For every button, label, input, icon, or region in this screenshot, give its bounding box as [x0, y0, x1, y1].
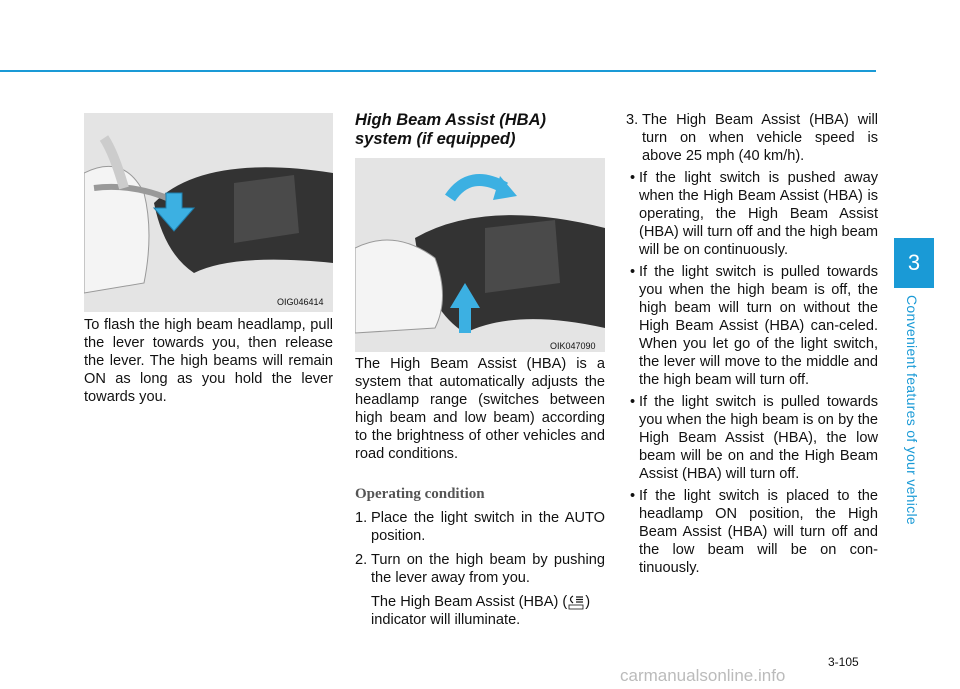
step-1-number: 1.: [355, 510, 368, 526]
bullet-text: If the light switch is pulled towards you when the high beam is off, the high beam will turn on without the High Beam Assist (HBA) can-celed. When you let go of the light switch, the lever will move to the middle and the high beam will turn off.: [639, 264, 878, 388]
bullet-icon: •: [630, 170, 636, 186]
watermark: carmanualsonline.info: [620, 666, 786, 685]
bullet-icon: •: [630, 264, 636, 280]
bullet-item: [630, 169, 878, 259]
step-2: [355, 551, 605, 587]
column-3: [626, 111, 878, 577]
hba-description: The High Beam Assist (HBA) is a system that automatically adjusts the headlamp range (switches between high beam and low beam) according to the brightness of other vehicles and road conditions.: [355, 356, 605, 462]
bullet-icon: •: [630, 394, 636, 410]
bullet-item: [630, 487, 878, 577]
operating-condition-heading: Operating condition: [355, 486, 485, 502]
step-1: [355, 509, 605, 545]
column-2-body: [355, 355, 605, 629]
bullet-item: [630, 263, 878, 389]
bullet-text: If the light switch is placed to the headlamp ON position, the High Beam Assist (HBA) will turn off and the low beam will be on con-tinuously.: [639, 488, 878, 576]
column-1: [84, 316, 333, 406]
section-number: 3: [907, 250, 921, 275]
step-3: [626, 111, 878, 165]
hba-heading: High Beam Assist (HBA) system (if equipped): [355, 111, 546, 148]
step-3-number: 3.: [626, 112, 639, 128]
bullet-text: If the light switch is pushed away when the High Beam Assist (HBA) is operating, the High Beam Assist (HBA) will turn off and the high beam will be on continuously.: [639, 170, 878, 258]
hba-lever-illustration: [355, 158, 605, 352]
flash-paragraph: To flash the high beam headlamp, pull the lever towards you, then release the lever. The high beams will remain ON as long as you hold the lever towards you.: [84, 317, 333, 405]
bullet-icon: •: [630, 488, 636, 504]
step-2-note: [371, 593, 605, 629]
hba-auto-icon: [567, 594, 585, 610]
step-2-text: Turn on the high beam by pushing the lever away from you.: [371, 552, 605, 586]
section-title-text: Convenient features of your vehicle: [904, 295, 920, 525]
section-tab: [894, 238, 934, 288]
page-number: 3-105: [828, 655, 859, 669]
image-code-2: OIK047090: [550, 341, 596, 351]
header-rule: [0, 70, 876, 72]
section-title: [904, 295, 924, 525]
bullet-text: If the light switch is pulled towards you when the high beam is on by the High Beam Assist (HBA), the low beam will be on and the High Beam Assist (HBA) will turn off.: [639, 394, 878, 482]
step-2-note-c: indicator will illuminate.: [371, 612, 521, 628]
bullet-item: [630, 393, 878, 483]
column-2: [355, 111, 605, 149]
step-2-note-a: The High Beam Assist (HBA) (: [371, 594, 568, 610]
step-1-text: Place the light switch in the AUTO position.: [371, 510, 605, 544]
step-2-number: 2.: [355, 552, 368, 568]
step-2-note-b: ): [585, 594, 591, 610]
step-3-text: The High Beam Assist (HBA) will turn on when vehicle speed is above 25 mph (40 km/h).: [642, 112, 878, 164]
image-code-1: OIG046414: [277, 297, 324, 307]
lever-flash-illustration: [84, 113, 333, 312]
